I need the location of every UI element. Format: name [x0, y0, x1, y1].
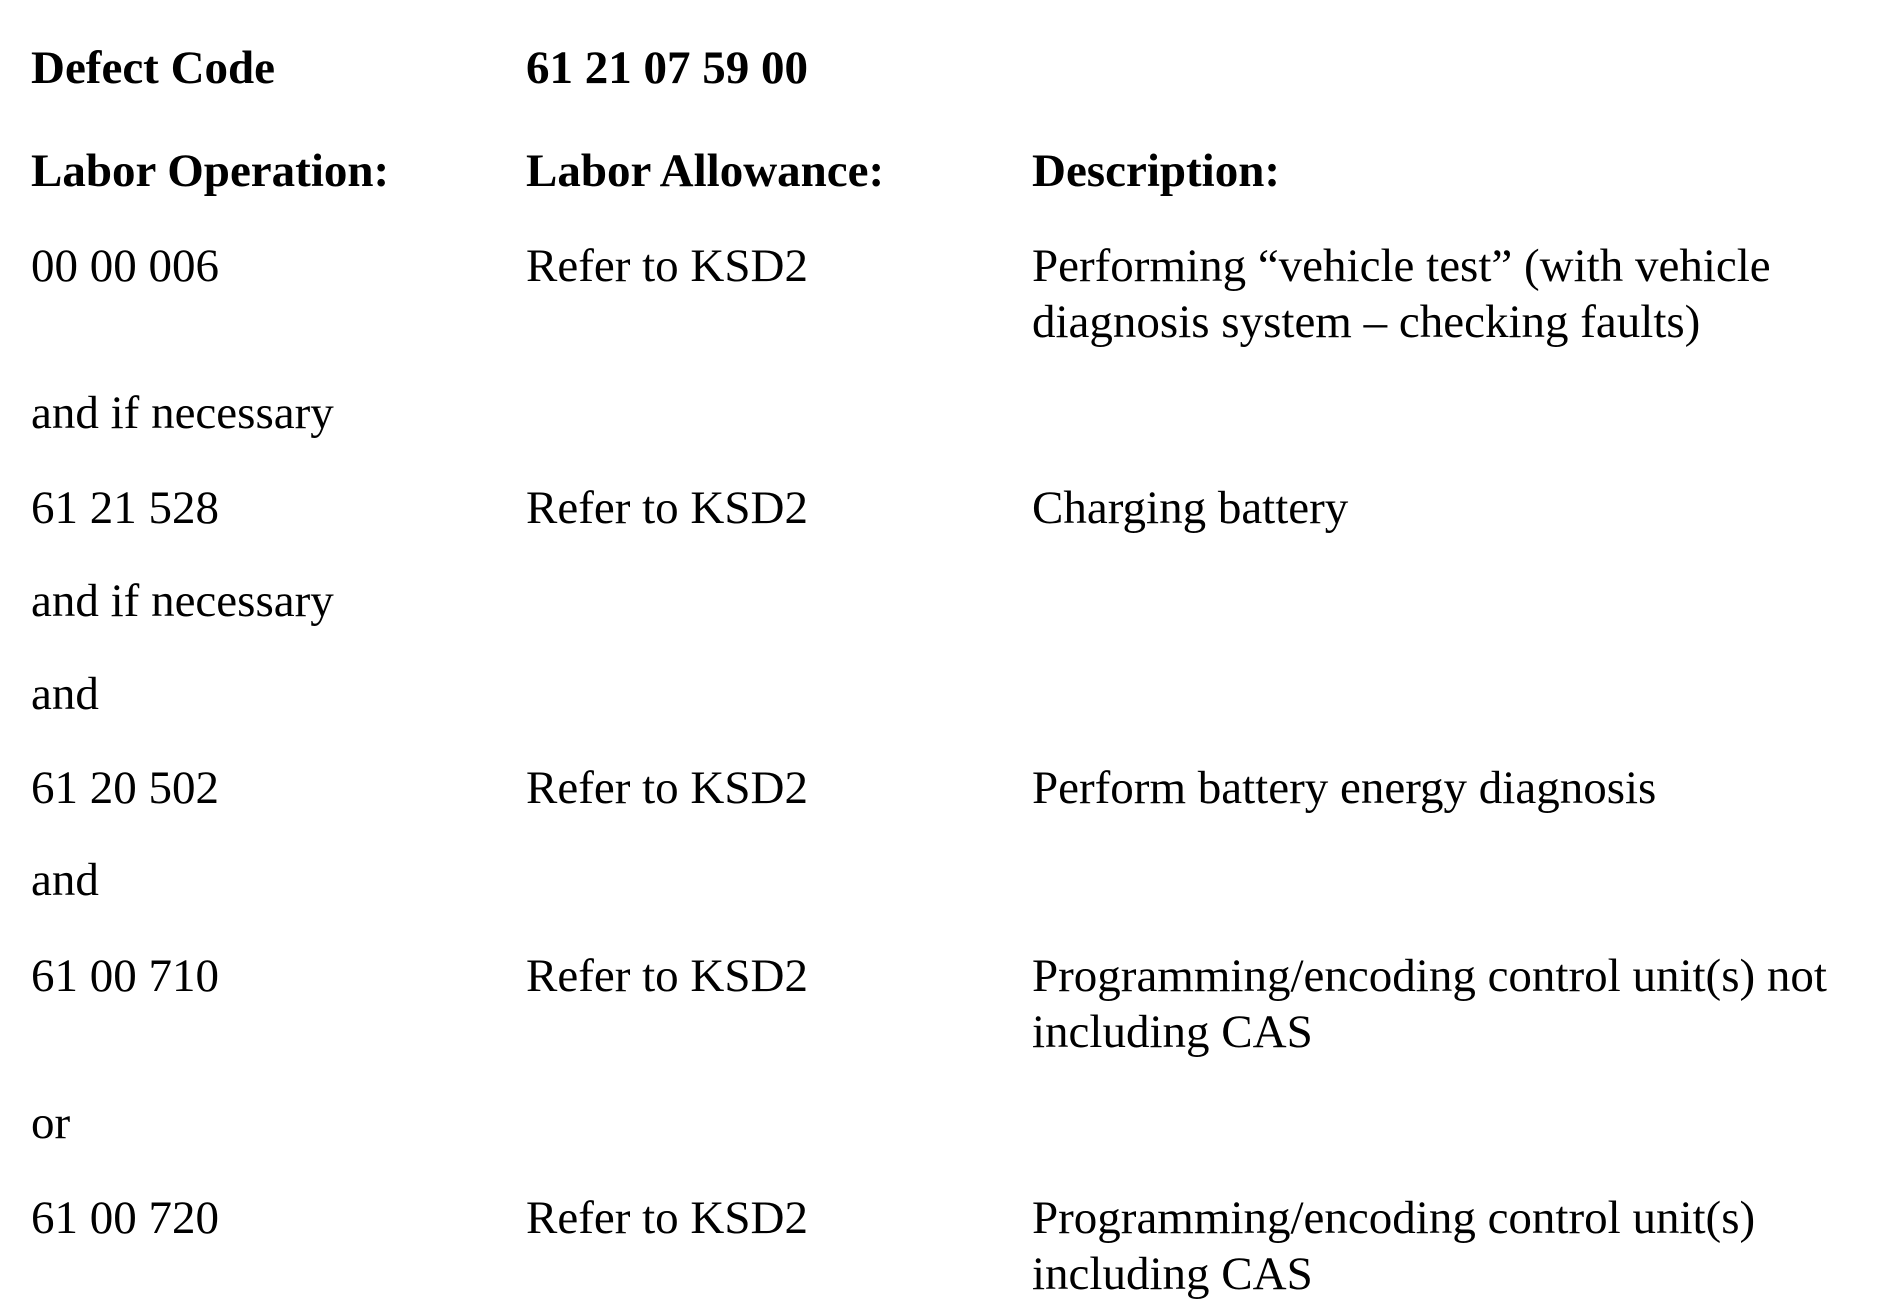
- labor-operation-header: Labor Operation:: [31, 145, 390, 197]
- labor-allowance-value: Refer to KSD2: [526, 482, 808, 534]
- connector-text: and: [31, 668, 99, 720]
- labor-allowance-header: Labor Allowance:: [526, 145, 885, 197]
- description-header: Description:: [1032, 145, 1281, 197]
- description-line: including CAS: [1032, 1248, 1313, 1300]
- labor-allowance-value: Refer to KSD2: [526, 240, 808, 292]
- description-line: Charging battery: [1032, 482, 1349, 534]
- connector-text: and if necessary: [31, 387, 334, 439]
- labor-operation-code: 00 00 006: [31, 240, 219, 292]
- description-line: Programming/encoding control unit(s) not: [1032, 950, 1827, 1002]
- connector-text: and if necessary: [31, 575, 334, 627]
- labor-allowance-value: Refer to KSD2: [526, 762, 808, 814]
- description-line: Perform battery energy diagnosis: [1032, 762, 1657, 814]
- labor-operation-code: 61 20 502: [31, 762, 219, 814]
- labor-operation-code: 61 00 710: [31, 950, 219, 1002]
- description-line: including CAS: [1032, 1006, 1313, 1058]
- connector-text: and: [31, 854, 99, 906]
- defect-code-value: 61 21 07 59 00: [526, 42, 808, 94]
- labor-operation-code: 61 21 528: [31, 482, 219, 534]
- labor-allowance-value: Refer to KSD2: [526, 1192, 808, 1244]
- labor-description: [1032, 238, 1892, 350]
- labor-description: [1032, 1190, 1892, 1302]
- defect-code-label: Defect Code: [31, 42, 276, 94]
- labor-operation-code: 61 00 720: [31, 1192, 219, 1244]
- labor-description: [1032, 480, 1892, 536]
- description-line: diagnosis system – checking faults): [1032, 296, 1701, 348]
- labor-description: [1032, 760, 1892, 816]
- labor-description: [1032, 948, 1892, 1060]
- description-line: Programming/encoding control unit(s): [1032, 1192, 1756, 1244]
- description-line: Performing “vehicle test” (with vehicle: [1032, 240, 1771, 292]
- labor-allowance-value: Refer to KSD2: [526, 950, 808, 1002]
- connector-text: or: [31, 1097, 71, 1149]
